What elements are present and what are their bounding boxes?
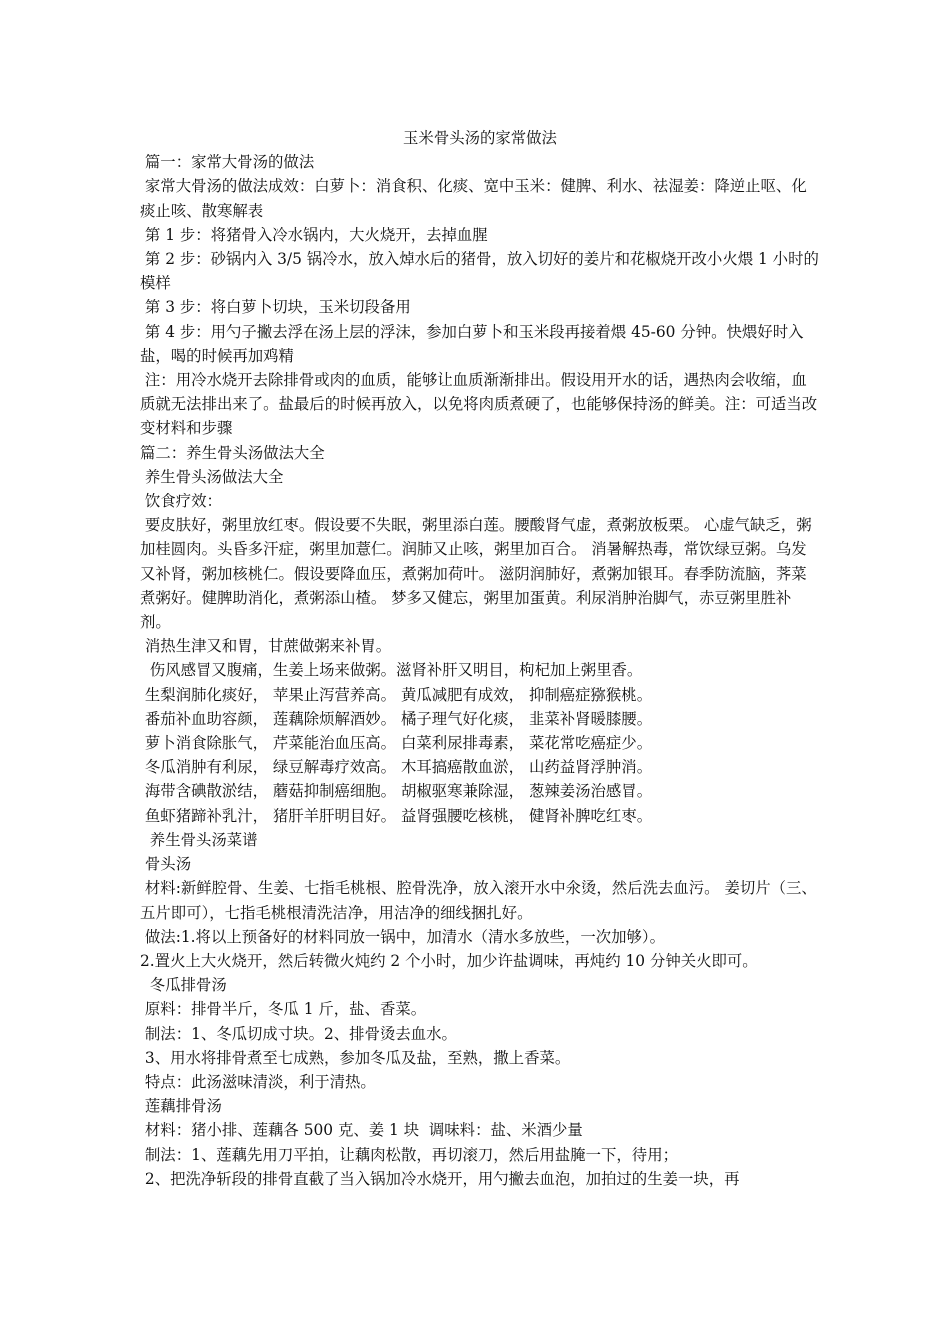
paragraph: 材料:新鲜腔骨、生姜、七指毛桃根、腔骨洗净，放入滚开水中氽烫，然后洗去血污。 姜切片（三、五片即可），七指毛桃根清洗洁净，用洁净的细线捆扎好。 xyxy=(140,879,817,922)
paragraph: 特点：此汤滋味清淡，利于清热。 xyxy=(140,1072,376,1091)
paragraph: 冬瓜排骨汤 xyxy=(140,976,227,995)
paragraph: 骨头汤 xyxy=(140,855,192,874)
paragraph: 鱼虾猪蹄补乳汁， 猪肝羊肝明目好。 益肾强腰吃核桃， 健肾补脾吃红枣。 xyxy=(140,806,653,825)
paragraph: 制法：1、莲藕先用刀平拍，让藕肉松散，再切滚刀，然后用盐腌一下，待用； xyxy=(140,1145,678,1164)
section-heading: 篇二：养生骨头汤做法大全 xyxy=(140,443,325,462)
paragraph: 制法：1、冬瓜切成寸块。2、排骨烫去血水。 xyxy=(140,1024,457,1043)
paragraph: 做法:1.将以上预备好的材料同放一锅中，加清水（清水多放些，一次加够）。 xyxy=(140,927,665,946)
paragraph: 3、用水将排骨煮至七成熟，参加冬瓜及盐，至熟，撒上香菜。 xyxy=(140,1048,571,1067)
paragraph: 材料：猪小排、莲藕各 500 克、姜 1 块 调味料：盐、米酒少量 xyxy=(140,1121,583,1140)
paragraph: 要皮肤好，粥里放红枣。假设要不失眠，粥里添白莲。腰酸肾气虚，煮粥放板栗。 心虚气缺乏，粥加桂圆肉。头昏多汗症，粥里加薏仁。润肺又止咳，粥里加百合。 消暑解热毒，常饮绿豆粥。乌发又补肾，粥加核桃仁。假设要降血压，煮粥加荷叶。 滋阴润肺好，煮粥加银耳。春季防流脑，荠菜煮粥好。健脾助消化，煮粥添山楂。 梦多又健忘，粥里加蛋黄。利尿消肿治脚气，赤豆粥里胜补剂。 xyxy=(140,516,812,632)
document-title: 玉米骨头汤的家常做法 xyxy=(403,129,557,147)
paragraph: 2.置火上大火烧开，然后转微火炖约 2 个小时，加少许盐调味，再炖约 10 分钟关火即可。 xyxy=(140,951,758,970)
paragraph: 第 4 步：用勺子撇去浮在汤上层的浮沫，参加白萝卜和玉米段再接着煨 45-60 分钟。快煨好时入盐，喝的时候再加鸡精 xyxy=(140,322,804,365)
paragraph: 番茄补血助容颜， 莲藕除烦解酒妙。 橘子理气好化痰， 韭菜补肾暖膝腰。 xyxy=(140,709,653,728)
paragraph: 养生骨头汤做法大全 xyxy=(140,467,284,486)
paragraph: 2、把洗净斩段的排骨直截了当入锅加冷水烧开，用勺撇去血泡，加拍过的生姜一块，再 xyxy=(140,1169,740,1188)
paragraph: 养生骨头汤菜谱 xyxy=(140,830,258,849)
paragraph: 莲藕排骨汤 xyxy=(140,1097,222,1116)
paragraph: 饮食疗效： xyxy=(140,492,222,511)
paragraph: 萝卜消食除胀气， 芹菜能治血压高。 白菜利尿排毒素， 菜花常吃癌症少。 xyxy=(140,734,653,753)
paragraph: 注：用冷水烧开去除排骨或肉的血质，能够让血质渐渐排出。假设用开水的话，遇热肉会收缩，血质就无法排出来了。盐最后的时候再放入，以免将肉质煮硬了，也能够保持汤的鲜美。注：可适当改变材料和步骤 xyxy=(140,371,818,438)
paragraph: 伤风感冒又腹痛，生姜上场来做粥。滋肾补肝又明目，枸杞加上粥里香。 xyxy=(140,661,643,680)
paragraph: 海带含碘散淤结， 蘑菇抑制癌细胞。 胡椒驱寒兼除湿， 葱辣姜汤治感冒。 xyxy=(140,782,653,801)
paragraph: 篇一：家常大骨汤的做法 xyxy=(140,153,315,172)
paragraph: 生梨润肺化痰好， 苹果止泻营养高。 黄瓜减肥有成效， 抑制癌症猕猴桃。 xyxy=(140,685,653,704)
paragraph: 家常大骨汤的做法成效：白萝卜：消食积、化痰、宽中玉米：健脾、利水、祛湿姜：降逆止呕、化痰止咳、散寒解表 xyxy=(140,177,807,220)
document-page xyxy=(140,126,820,1191)
paragraph: 原料：排骨半斤，冬瓜 1 斤，盐、香菜。 xyxy=(140,1000,427,1019)
paragraph: 消热生津又和胃，甘蔗做粥来补胃。 xyxy=(140,637,392,656)
paragraph: 第 1 步：将猪骨入冷水锅内，大火烧开，去掉血腥 xyxy=(140,225,488,244)
paragraph: 第 3 步：将白萝卜切块，玉米切段备用 xyxy=(140,298,411,317)
paragraph: 第 2 步：砂锅内入 3/5 锅冷水，放入焯水后的猪骨，放入切好的姜片和花椒烧开改小火煨 1 小时的模样 xyxy=(140,250,819,293)
paragraph: 冬瓜消肿有利尿， 绿豆解毒疗效高。 木耳搞癌散血淤， 山药益肾浮肿消。 xyxy=(140,758,653,777)
